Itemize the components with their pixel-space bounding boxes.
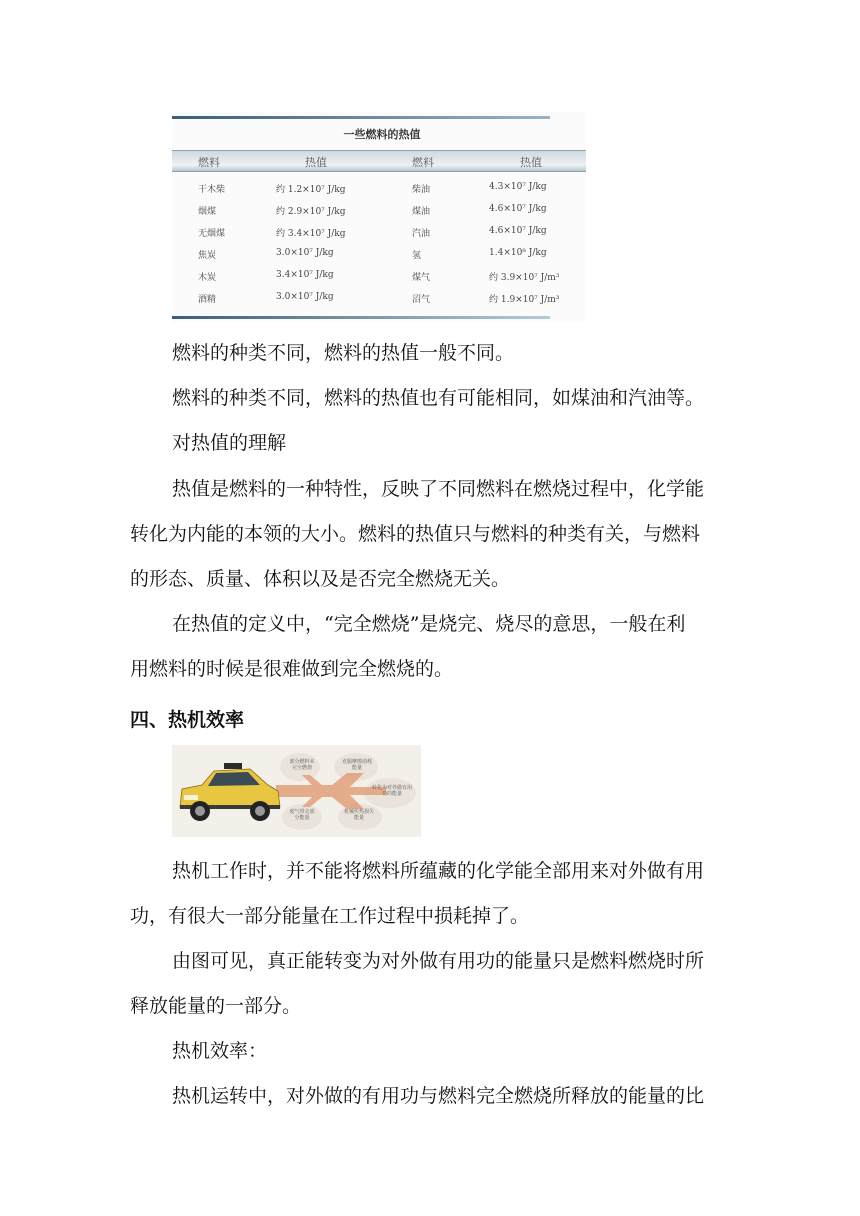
table-top-rule — [172, 116, 550, 119]
paragraph-line: 由图可见，真正能转变为对外做有用功的能量只是燃料燃烧时所 — [172, 950, 705, 972]
table-cell: 无烟煤 — [198, 229, 226, 239]
paragraph: 热机效率： — [172, 1040, 268, 1062]
paragraph-line: 转化为内能的本领的大小。燃料的热值只与燃料的种类有关，与燃料 — [130, 523, 701, 545]
section-heading: 四、热机效率 — [130, 709, 245, 731]
paragraph-line: 在热值的定义中，“完全燃烧”是烧完、烧尽的意思，一般在利 — [172, 613, 686, 635]
header-fuel-2: 燃料 — [412, 156, 434, 169]
table-cell: 1.4×10⁸ J/kg — [489, 248, 547, 258]
table-cell: 氢 — [412, 251, 422, 261]
table-cell: 煤气 — [412, 273, 431, 283]
table-cell: 3.4×10⁷ J/kg — [276, 270, 334, 280]
paragraph-line: 热机运转中，对外做的有用功与燃料完全燃烧所释放的能量的比 — [172, 1085, 705, 1107]
table-bottom-rule — [172, 316, 550, 319]
paragraph-line: 热值是燃料的一种特性，反映了不同燃料在燃烧过程中，化学能 — [172, 478, 705, 500]
taxi-car — [180, 763, 280, 821]
diagram-label: 克服摩擦消耗能量 — [342, 759, 373, 771]
table-cell: 3.0×10⁷ J/kg — [276, 292, 334, 302]
diagram-label: 部分燃料未完全燃烧 — [289, 759, 315, 771]
table-cell: 约 3.9×10⁷ J/m³ — [489, 273, 560, 283]
table-cell: 约 1.9×10⁷ J/m³ — [489, 295, 560, 305]
paragraph-line: 热机工作时，并不能将燃料所蕴藏的化学能全部用来对外做有用 — [172, 860, 705, 882]
fuel-heat-value-table — [172, 112, 586, 322]
paragraph-line: 释放能量的一部分。 — [130, 995, 302, 1017]
header-fuel-1: 燃料 — [198, 156, 220, 169]
table-cell: 约 1.2×10⁷ J/kg — [276, 185, 346, 195]
table-cell: 约 3.4×10⁷ J/kg — [276, 229, 346, 239]
table-cell: 4.6×10⁷ J/kg — [489, 204, 547, 214]
paragraph: 燃料的种类不同，燃料的热值也有可能相同，如煤油和汽油等。 — [172, 387, 705, 409]
header-heat-2: 热值 — [520, 156, 542, 169]
table-cell: 干木柴 — [198, 185, 226, 195]
table-cell: 木炭 — [198, 273, 217, 283]
table-cell: 3.0×10⁷ J/kg — [276, 248, 334, 258]
diagram-label: 转化为对外做有用功的能量 — [372, 785, 413, 797]
table-cell: 4.3×10⁷ J/kg — [489, 182, 547, 192]
table-cell: 约 2.9×10⁷ J/kg — [276, 207, 346, 217]
paragraph: 燃料的种类不同，燃料的热值一般不同。 — [172, 342, 515, 364]
table-caption: 一些燃料的热值 — [343, 128, 421, 141]
header-heat-1: 热值 — [305, 156, 327, 169]
diagram-label: 机械传热损失能量 — [344, 809, 375, 821]
table-cell: 烟煤 — [198, 207, 217, 217]
table-cell: 酒精 — [198, 295, 217, 305]
table-cell: 沼气 — [412, 295, 431, 305]
paragraph-line: 的形态、质量、体积以及是否完全燃烧无关。 — [130, 568, 511, 590]
paragraph: 对热值的理解 — [172, 432, 287, 454]
heat-engine-energy-diagram — [172, 745, 421, 837]
table-cell: 柴油 — [412, 185, 431, 195]
table-cell: 煤油 — [412, 207, 431, 217]
table-cell: 汽油 — [412, 229, 431, 239]
table-cell: 焦炭 — [198, 251, 217, 261]
paragraph-line: 功，有很大一部分能量在工作过程中损耗掉了。 — [130, 905, 530, 927]
table-cell: 4.6×10⁷ J/kg — [489, 226, 547, 236]
paragraph-line: 用燃料的时候是很难做到完全燃烧的。 — [130, 658, 454, 680]
diagram-label: 废气带走部分能量 — [289, 809, 315, 821]
